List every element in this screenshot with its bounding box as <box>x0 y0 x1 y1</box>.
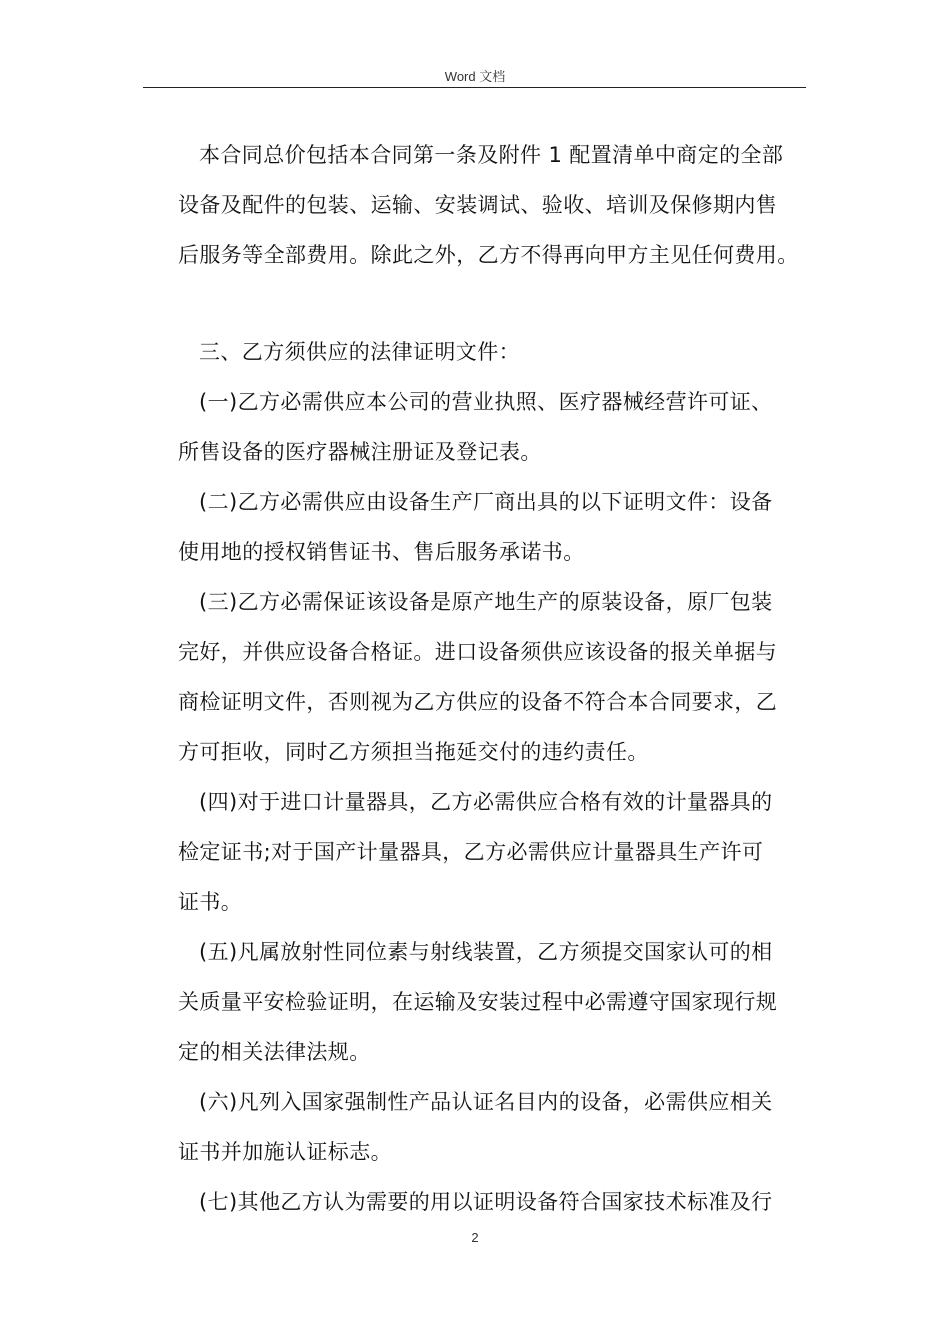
header-divider <box>143 87 806 88</box>
paragraph-item-2: (二)乙方必需供应由设备生产厂商出具的以下证明文件：设备 使用地的授权销售证书、售后服务承诺书。 <box>178 490 773 564</box>
paragraph-item-5: (五)凡属放射性同位素与射线装置，乙方须提交国家认可的相 关质量平安检验证明，在运输及安装过程中必需遵守国家现行规 定的相关法律法规。 <box>178 940 778 1064</box>
paragraph-total-price: 本合同总价包括本合同第一条及附件 1 配置清单中商定的全部 设备及配件的包装、运输、安装调试、验收、培训及保修期内售 后服务等全部费用。除此之外，乙方不得再向甲方主见任何费用。 <box>178 143 799 267</box>
document-body <box>178 130 818 1227</box>
paragraph-item-1: (一)乙方必需供应本公司的营业执照、医疗器械经营许可证、 所售设备的医疗器械注册证及登记表。 <box>178 390 773 464</box>
paragraph-item-3: (三)乙方必需保证该设备是原产地生产的原装设备，原厂包装 完好，并供应设备合格证。进口设备须供应该设备的报关单据与 商检证明文件，否则视为乙方供应的设备不符合本合同要求，乙 方可拒收，同时乙方须担当拖延交付的违约责任。 <box>178 590 778 764</box>
section-heading-legal-documents: 三、乙方须供应的法律证明文件： <box>199 340 520 364</box>
paragraph-item-6: (六)凡列入国家强制性产品认证名目内的设备，必需供应相关 证书并加施认证标志。 <box>178 1090 773 1164</box>
header-title: Word 文档 <box>444 69 506 84</box>
page-number: 2 <box>471 1230 479 1245</box>
paragraph-item-4: (四)对于进口计量器具，乙方必需供应合格有效的计量器具的 检定证书;对于国产计量器具，乙方必需供应计量器具生产许可 证书。 <box>178 790 773 914</box>
paragraph-item-7: (七)其他乙方认为需要的用以证明设备符合国家技术标准及行 <box>199 1190 773 1214</box>
